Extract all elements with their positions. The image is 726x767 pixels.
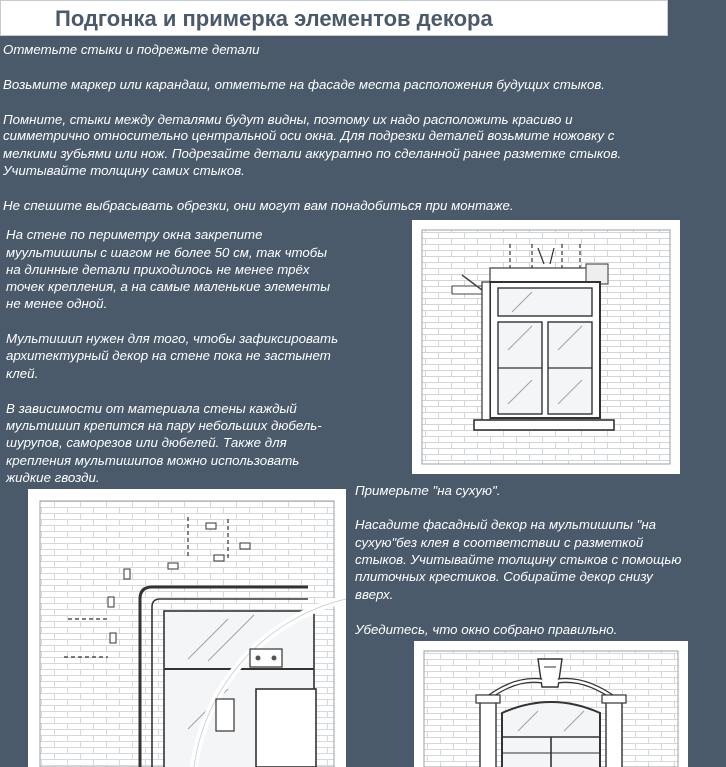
- intro-line: симметрично относительно центральной оси окна. Для подрезки деталей возьмите ножовку с: [3, 128, 615, 143]
- left-text-line: муультишипы с шагом не более 50 см, так чтобы: [6, 245, 328, 260]
- multipin-drawing: [28, 489, 346, 767]
- right-text-line: Примерьте "на сухую".: [355, 483, 501, 498]
- left-text-line: В зависимости от материала стены каждый: [6, 401, 297, 416]
- page-title: Подгонка и примерка элементов декора: [55, 6, 493, 31]
- left-text-line: жидкие гвозди.: [6, 470, 100, 485]
- intro-heading: Отметьте стыки и подрежьте детали: [3, 42, 260, 57]
- left-text-line: клей.: [6, 366, 39, 381]
- left-text-line: мультишип крепится на пару небольших дюбель-: [6, 418, 322, 433]
- left-text-line: Мультишип нужен для того, чтобы зафиксировать: [6, 331, 339, 346]
- intro-line: мелкими зубьями или нож. Подрезайте детали аккуратно по сделанной ранее разметке стыков.: [3, 146, 622, 161]
- left-text-line: на длинные детали приходилось не менее трёх: [6, 262, 310, 277]
- intro-line: Помните, стыки между деталями будут видны, поэтому их надо расположить красиво и: [3, 112, 573, 127]
- left-text-line: шурупов, саморезов или дюбелей. Также для: [6, 435, 287, 450]
- assembled-window-illustration: [414, 641, 688, 767]
- right-text-line: вверх.: [355, 587, 394, 602]
- window-markup-drawing: [412, 220, 680, 474]
- assembled-window-drawing: [414, 641, 688, 767]
- title-bar: [0, 0, 668, 36]
- intro-line: Учитывайте толщину самих стыков.: [3, 163, 245, 178]
- left-text-line: На стене по периметру окна закрепите: [6, 227, 263, 242]
- intro-line: Возьмите маркер или карандаш, отметьте на фасаде места расположения будущих стыков.: [3, 77, 605, 92]
- intro-line: Не спешите выбрасывать обрезки, они могут вам понадобиться при монтаже.: [3, 198, 514, 213]
- right-text-line: стыков. Учитывайте толщину стыков с помощью: [355, 552, 682, 567]
- right-text-line: сухую"без клея в соответствии с разметкой: [355, 535, 644, 550]
- multipin-installation-illustration: [28, 489, 346, 767]
- left-text-line: архитектурный декор на стене пока не застынет: [6, 348, 331, 363]
- right-text-line: плиточных крестиков. Собирайте декор снизу: [355, 569, 653, 584]
- window-markup-illustration: [412, 220, 680, 474]
- left-text-line: не менее одной.: [6, 296, 108, 311]
- right-text-line: Насадите фасадный декор на мультишипы "на: [355, 517, 657, 532]
- left-text-line: крепления мультишипов можно использовать: [6, 453, 300, 468]
- left-text-line: точек крепления, а на самые маленькие элементы: [6, 279, 330, 294]
- right-text-line: Убедитесь, что окно собрано правильно.: [355, 622, 618, 637]
